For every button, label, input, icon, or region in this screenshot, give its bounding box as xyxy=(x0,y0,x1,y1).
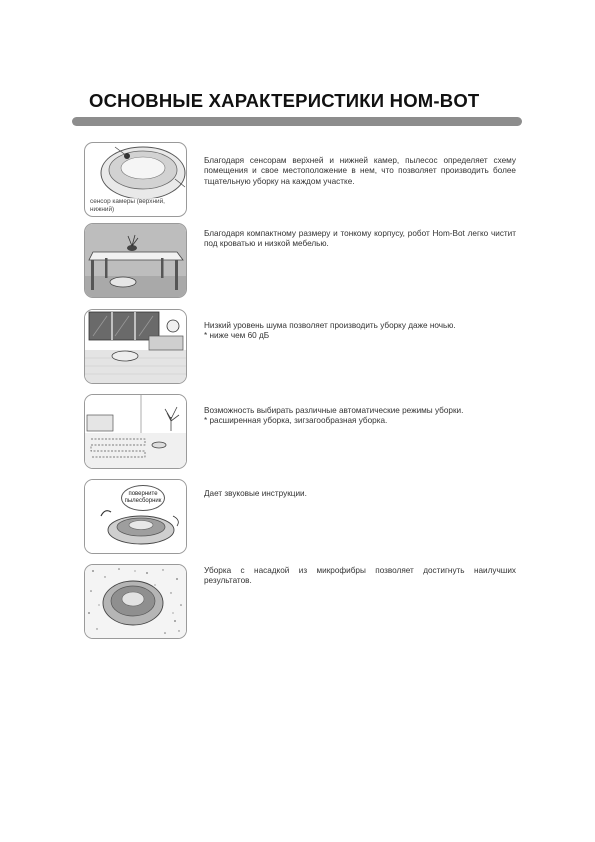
feature-description xyxy=(204,489,516,499)
title-underline-bar xyxy=(72,117,522,126)
feature-compact-size xyxy=(84,223,524,297)
camera-sensor-caption: сенсор камеры (верхний, нижний) xyxy=(88,198,186,213)
feature-low-noise xyxy=(84,309,524,383)
feature-description xyxy=(204,156,516,187)
feature-voice-instructions xyxy=(84,479,524,553)
voice-speech-bubble: поверните пылесборник xyxy=(121,485,165,511)
description-note: * ниже чем 60 дБ xyxy=(204,331,270,341)
description-line: Благодаря компактному размеру и тонкому корпусу, робот Hom-Bot легко чистит под кроватью и низкой мебелью. xyxy=(204,229,516,249)
description-note: * расширенная уборка, зигзагообразная уборка. xyxy=(204,416,388,426)
description-line: Уборка с насадкой из микрофибры позволяет достигнуть наилучших результатов. xyxy=(204,566,516,586)
feature-description xyxy=(204,406,516,427)
night-cleaning-drawing xyxy=(85,310,186,383)
microfiber-cleaning-drawing xyxy=(85,565,186,638)
description-line: Возможность выбирать различные автоматические режимы уборки. xyxy=(204,406,464,415)
feature-camera-sensor xyxy=(84,142,524,216)
cleaning-path-drawing xyxy=(85,395,186,468)
illustration-cleaning-path xyxy=(84,394,187,469)
illustration-night-cleaning xyxy=(84,309,187,384)
feature-cleaning-modes xyxy=(84,394,524,468)
feature-description xyxy=(204,566,516,587)
feature-microfiber xyxy=(84,564,524,638)
feature-description xyxy=(204,229,516,250)
description-line: Дает звуковые инструкции. xyxy=(204,489,307,498)
description-line: Благодаря сенсорам верхней и нижней камер, пылесос определяет схему помещения и свое местоположение в нем, что позволяет производить более тщательную уборку на каждом участке. xyxy=(204,156,516,186)
illustration-voice-robot xyxy=(84,479,187,554)
description-line: Низкий уровень шума позволяет производить уборку даже ночью. xyxy=(204,321,456,330)
illustration-robot-camera xyxy=(84,142,187,217)
illustration-microfiber-cleaning xyxy=(84,564,187,639)
page-title: ОСНОВНЫЕ ХАРАКТЕРИСТИКИ HOM-BOT xyxy=(89,90,480,111)
illustration-robot-under-table xyxy=(84,223,187,298)
feature-description xyxy=(204,321,516,342)
robot-under-table-drawing xyxy=(85,224,186,297)
